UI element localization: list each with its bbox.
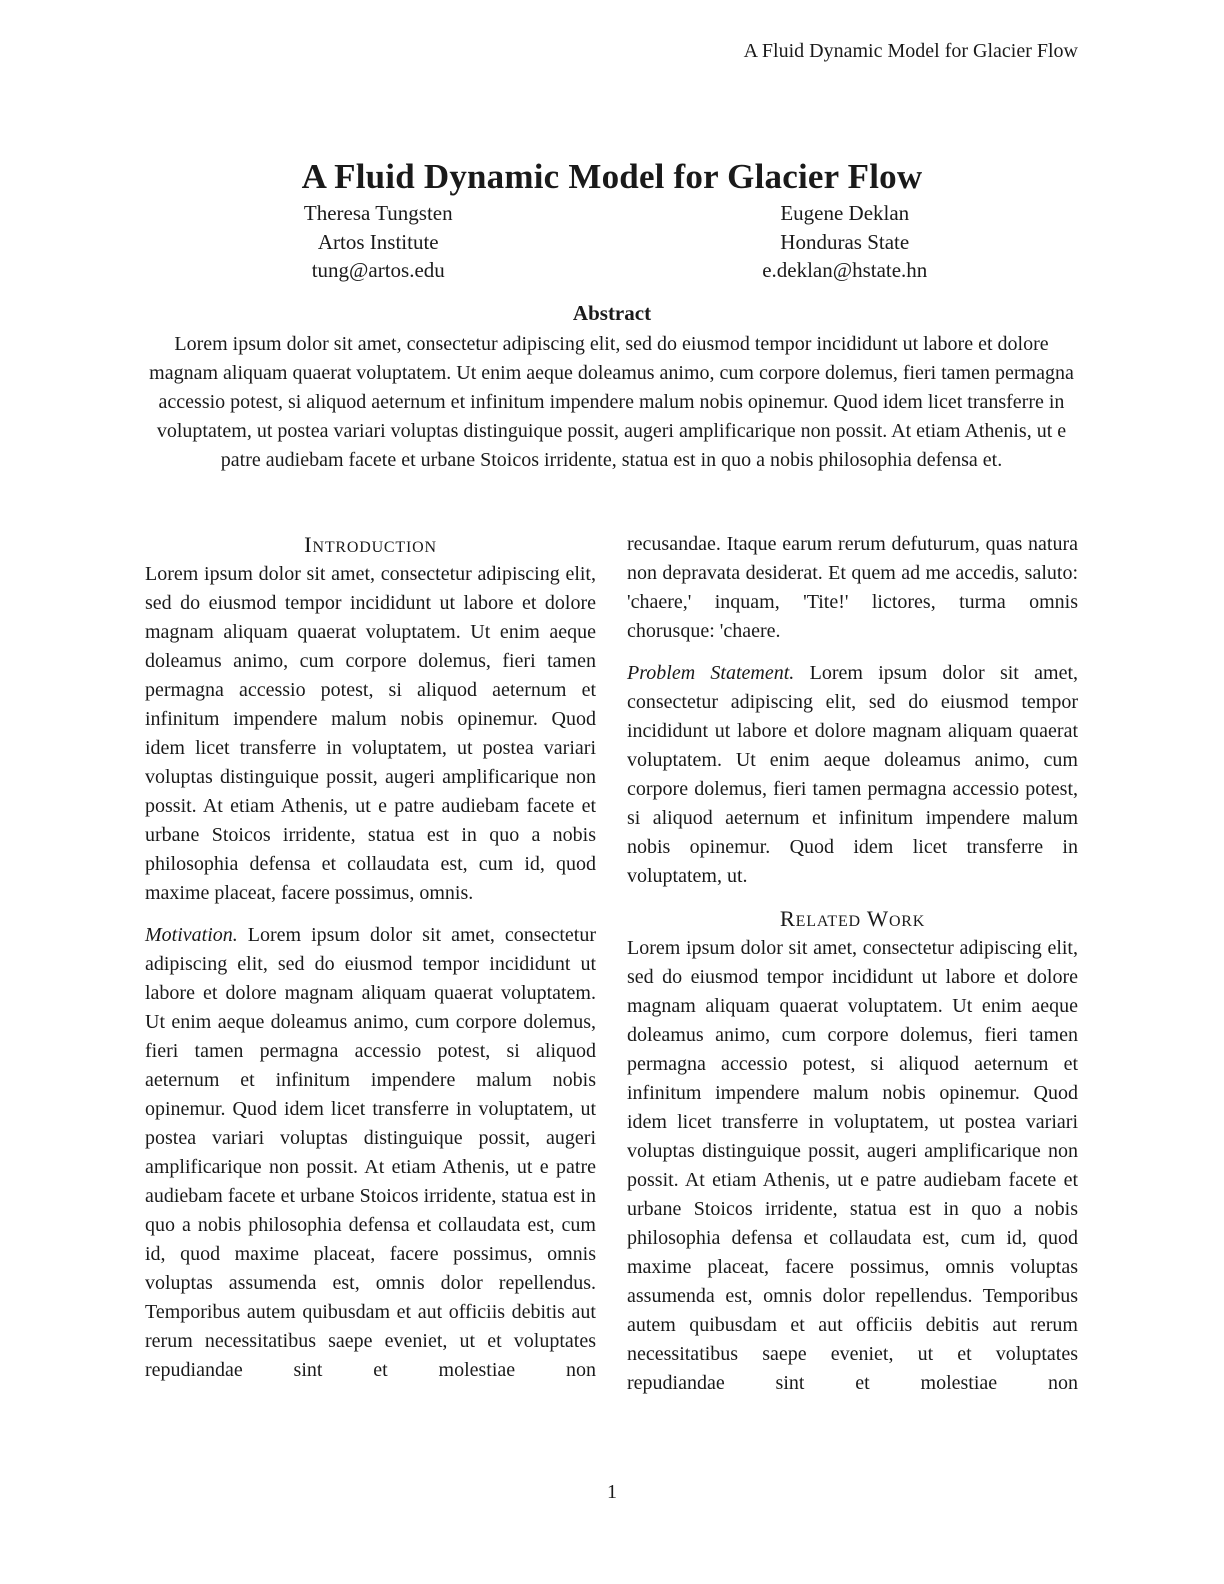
problem-statement-runin-label: Problem Statement.: [627, 662, 795, 684]
page-number: 1: [607, 1481, 617, 1503]
author-1-name: Theresa Tungsten: [303, 201, 453, 225]
author-2: [612, 199, 1079, 285]
author-1-affiliation: Artos Institute: [317, 229, 439, 254]
author-1: [145, 199, 612, 285]
motivation-paragraph-text: Lorem ipsum dolor sit amet, consectetur adipiscing elit, sed do eiusmod tempor incididunt ut labore et dolore magnam aliquam quaerat voluptatem. Ut enim aeque doleamus animo, cum corpore dolemus, fieri tamen permagna accessio potest, si aliquod aeternum et infinitum impendere malum nobis opinemur. Quod idem licet transferre in voluptatem, ut postea variari voluptas distinguique possit, augeri amplificarique non possit. At etiam Athenis, ut e patre audiebam facete et urbane Stoicos irridente, statua est in quo a nobis philosophia defensa et collaudata est, cum id, quod maxime placeat, facere possimus, omnis voluptas assumenda est, omnis dolor repellendus. Temporibus autem quibusdam et aut officiis debitis aut rerum necessitatibus saepe eveniet, ut et voluptates repudiandae sint et molestiae non: [145, 924, 596, 1381]
related-work-paragraph: Lorem ipsum dolor sit amet, consectetur adipiscing elit, sed do eiusmod tempor incididunt ut labore et dolore magnam aliquam quaerat voluptatem. Ut enim aeque doleamus animo, cum corpore dolemus, fieri tamen permagna accessio potest, si aliquod aeternum et infinitum impendere malum nobis opinemur. Quod idem licet transferre in voluptatem, ut postea variari voluptas distinguique possit, augeri amplificarique non possit. At etiam Athenis, ut e patre audiebam facete et urbane Stoicos irridente, statua est in quo a nobis philosophia defensa et collaudata est, cum id, quod maxime placeat, facere possimus, omnis voluptas assumenda est, omnis dolor repellendus. Temporibus autem quibusdam et aut officiis debitis aut rerum necessitatibus saepe eveniet, ut et voluptates repudiandae sint et molestiae non: [627, 937, 1078, 1394]
left-column: [145, 530, 596, 1398]
author-2-email: e.deklan@hstate.hn: [762, 258, 928, 282]
abstract-heading: Abstract: [572, 301, 652, 325]
two-column-body: [145, 530, 1078, 1398]
motivation-runin-label: Motivation.: [145, 924, 238, 946]
problem-statement-paragraph: [627, 659, 1078, 891]
continuation-paragraph: recusandae. Itaque earum rerum defuturum, quas natura non depravata desiderat. Et quem ad me accedis, saluto: 'chaere,' inquam, 'Tite!' lictores, turma omnis chorusque: 'chaere.: [627, 533, 1078, 642]
introduction-paragraph: Lorem ipsum dolor sit amet, consectetur adipiscing elit, sed do eiusmod tempor incididunt ut labore et dolore magnam aliquam quaerat voluptatem. Ut enim aeque doleamus animo, cum corpore dolemus, fieri tamen permagna accessio potest, si aliquod aeternum et infinitum impendere malum nobis opinemur. Quod idem licet transferre in voluptatem, ut postea variari voluptas distinguique possit, augeri amplificarique non possit. At etiam Athenis, ut e patre audiebam facete et urbane Stoicos irridente, statua est in quo a nobis philosophia defensa et collaudata est, cum id, quod maxime placeat, facere possimus, omnis.: [145, 563, 596, 904]
running-header: A Fluid Dynamic Model for Glacier Flow: [743, 40, 1078, 62]
section-heading-related-work: Related Work: [779, 906, 926, 931]
motivation-paragraph: [145, 921, 596, 1385]
right-column: [627, 530, 1078, 1398]
page-title: A Fluid Dynamic Model for Glacier Flow: [301, 157, 923, 197]
author-1-email: tung@artos.edu: [311, 258, 445, 282]
section-heading-introduction: Introduction: [304, 532, 437, 557]
author-2-name: Eugene Deklan: [780, 201, 910, 225]
problem-statement-paragraph-text: Lorem ipsum dolor sit amet, consectetur adipiscing elit, sed do eiusmod tempor incididunt ut labore et dolore magnam aliquam quaerat voluptatem. Ut enim aeque doleamus animo, cum corpore dolemus, fieri tamen permagna accessio potest, si aliquod aeternum et infinitum impendere malum nobis opinemur. Quod idem licet transferre in voluptatem, ut.: [627, 662, 1079, 887]
author-2-affiliation: Honduras State: [780, 229, 910, 254]
author-block: [145, 199, 1078, 285]
abstract-text: Lorem ipsum dolor sit amet, consectetur adipiscing elit, sed do eiusmod tempor incididunt ut labore et dolore magnam aliquam quaerat voluptatem. Ut enim aeque doleamus animo, cum corpore dolemus, fieri tamen permagna accessio potest, si aliquod aeternum et infinitum impendere malum nobis opinemur. Quod idem licet transferre in voluptatem, ut postea variari voluptas distinguique possit, augeri amplificarique non possit. At etiam Athenis, ut e patre audiebam facete et urbane Stoicos irridente, statua est in quo a nobis philosophia defensa et.: [149, 333, 1074, 471]
